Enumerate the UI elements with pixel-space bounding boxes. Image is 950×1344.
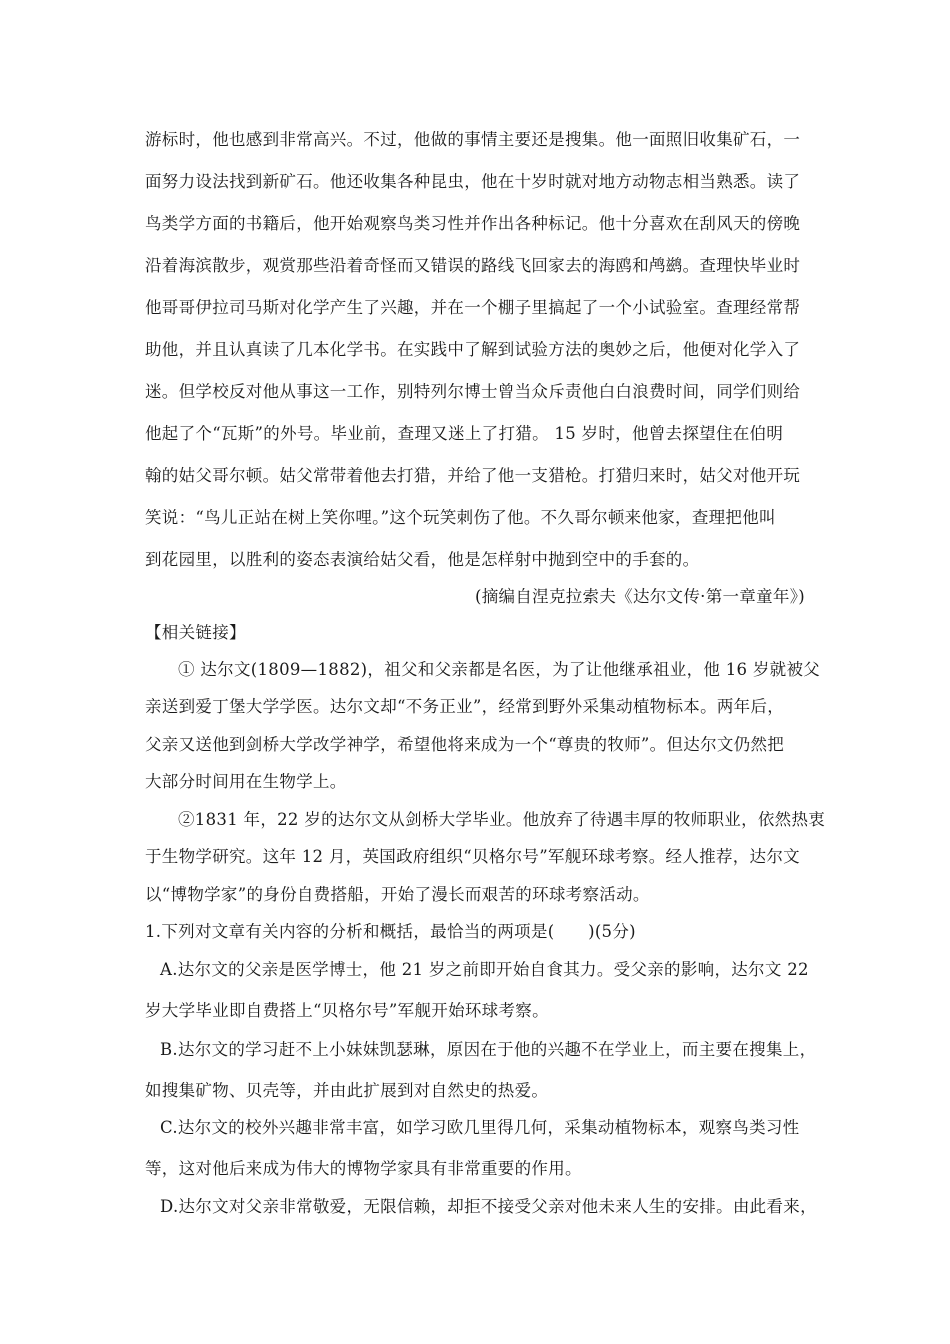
source-citation: (摘编自涅克拉索夫《达尔文传·第一章童年》) [475,587,805,606]
passage-line: 他起了个“瓦斯”的外号。毕业前，查理又迷上了打猎。 15 岁时，他曾去探望住在伯明 [145,424,784,443]
related-paragraph-line: 于生物学研究。这年 12 月，英国政府组织“贝格尔号”军舰环球考察。经人推荐，达尔文 [145,847,800,866]
option-c: C.达尔文的校外兴趣非常丰富，如学习欧几里得几何，采集动植物标本，观察鸟类习性 [160,1118,800,1137]
passage-line: 翰的姑父哥尔顿。姑父常带着他去打猎，并给了他一支猎枪。打猎归来时，姑父对他开玩 [145,466,801,485]
passage-line: 到花园里，以胜利的姿态表演给姑父看，他是怎样射中抛到空中的手套的。 [145,550,700,569]
passage-line: 面努力设法找到新矿石。他还收集各种昆虫，他在十岁时就对地方动物志相当熟悉。读了 [145,172,801,191]
related-paragraph-line: 以“博物学家”的身份自费搭船，开始了漫长而艰苦的环球考察活动。 [145,885,650,904]
related-paragraph-line: ②1831 年，22 岁的达尔文从剑桥大学毕业。他放弃了待遇丰厚的牧师职业，依然热衷 [178,810,826,829]
section-heading: 【相关链接】 [145,623,246,642]
passage-line: 笑说：“鸟儿正站在树上笑你哩。”这个玩笑刺伤了他。不久哥尔顿来他家，查理把他叫 [145,508,776,527]
passage-line: 助他，并且认真读了几本化学书。在实践中了解到试验方法的奥妙之后，他便对化学入了 [145,340,801,359]
option-c-continued: 等，这对他后来成为伟大的博物学家具有非常重要的作用。 [145,1159,582,1178]
passage-line: 游标时，他也感到非常高兴。不过，他做的事情主要还是搜集。他一面照旧收集矿石，一 [145,130,801,149]
related-paragraph-line: 亲送到爱丁堡大学学医。达尔文却“不务正业”，经常到野外采集动植物标本。两年后， [145,697,785,716]
option-d: D.达尔文对父亲非常敬爱，无限信赖，却拒不接受父亲对他未来人生的安排。由此看来， [160,1197,817,1216]
passage-line: 迷。但学校反对他从事这一工作，别特列尔博士曾当众斥责他白白浪费时间，同学们则给 [145,382,801,401]
passage-line: 他哥哥伊拉司马斯对化学产生了兴趣，并在一个棚子里搞起了一个小试验室。查理经常帮 [145,298,801,317]
related-paragraph-line: 大部分时间用在生物学上。 [145,772,347,791]
passage-line: 沿着海滨散步，观赏那些沿着奇怪而又错误的路线飞回家去的海鸥和鸬鹚。查理快毕业时 [145,256,801,275]
option-a: A.达尔文的父亲是医学博士，他 21 岁之前即开始自食其力。受父亲的影响，达尔文 22 [160,960,809,979]
related-paragraph-line: ① 达尔文(1809—1882)，祖父和父亲都是名医，为了让他继承祖业，他 16 岁就被父 [178,660,821,679]
passage-line: 鸟类学方面的书籍后，他开始观察鸟类习性并作出各种标记。他十分喜欢在刮风天的傍晚 [145,214,801,233]
option-b-continued: 如搜集矿物、贝壳等，并由此扩展到对自然史的热爱。 [145,1081,549,1100]
related-paragraph-line: 父亲又送他到剑桥大学改学神学，希望他将来成为一个“尊贵的牧师”。但达尔文仍然把 [145,735,785,754]
option-a-continued: 岁大学毕业即自费搭上“贝格尔号”军舰开始环球考察。 [145,1001,549,1020]
question-stem: 1.下列对文章有关内容的分析和概括，最恰当的两项是( )(5分) [145,922,636,941]
option-b: B.达尔文的学习赶不上小妹妹凯瑟琳，原因在于他的兴趣不在学业上，而主要在搜集上， [160,1040,817,1059]
